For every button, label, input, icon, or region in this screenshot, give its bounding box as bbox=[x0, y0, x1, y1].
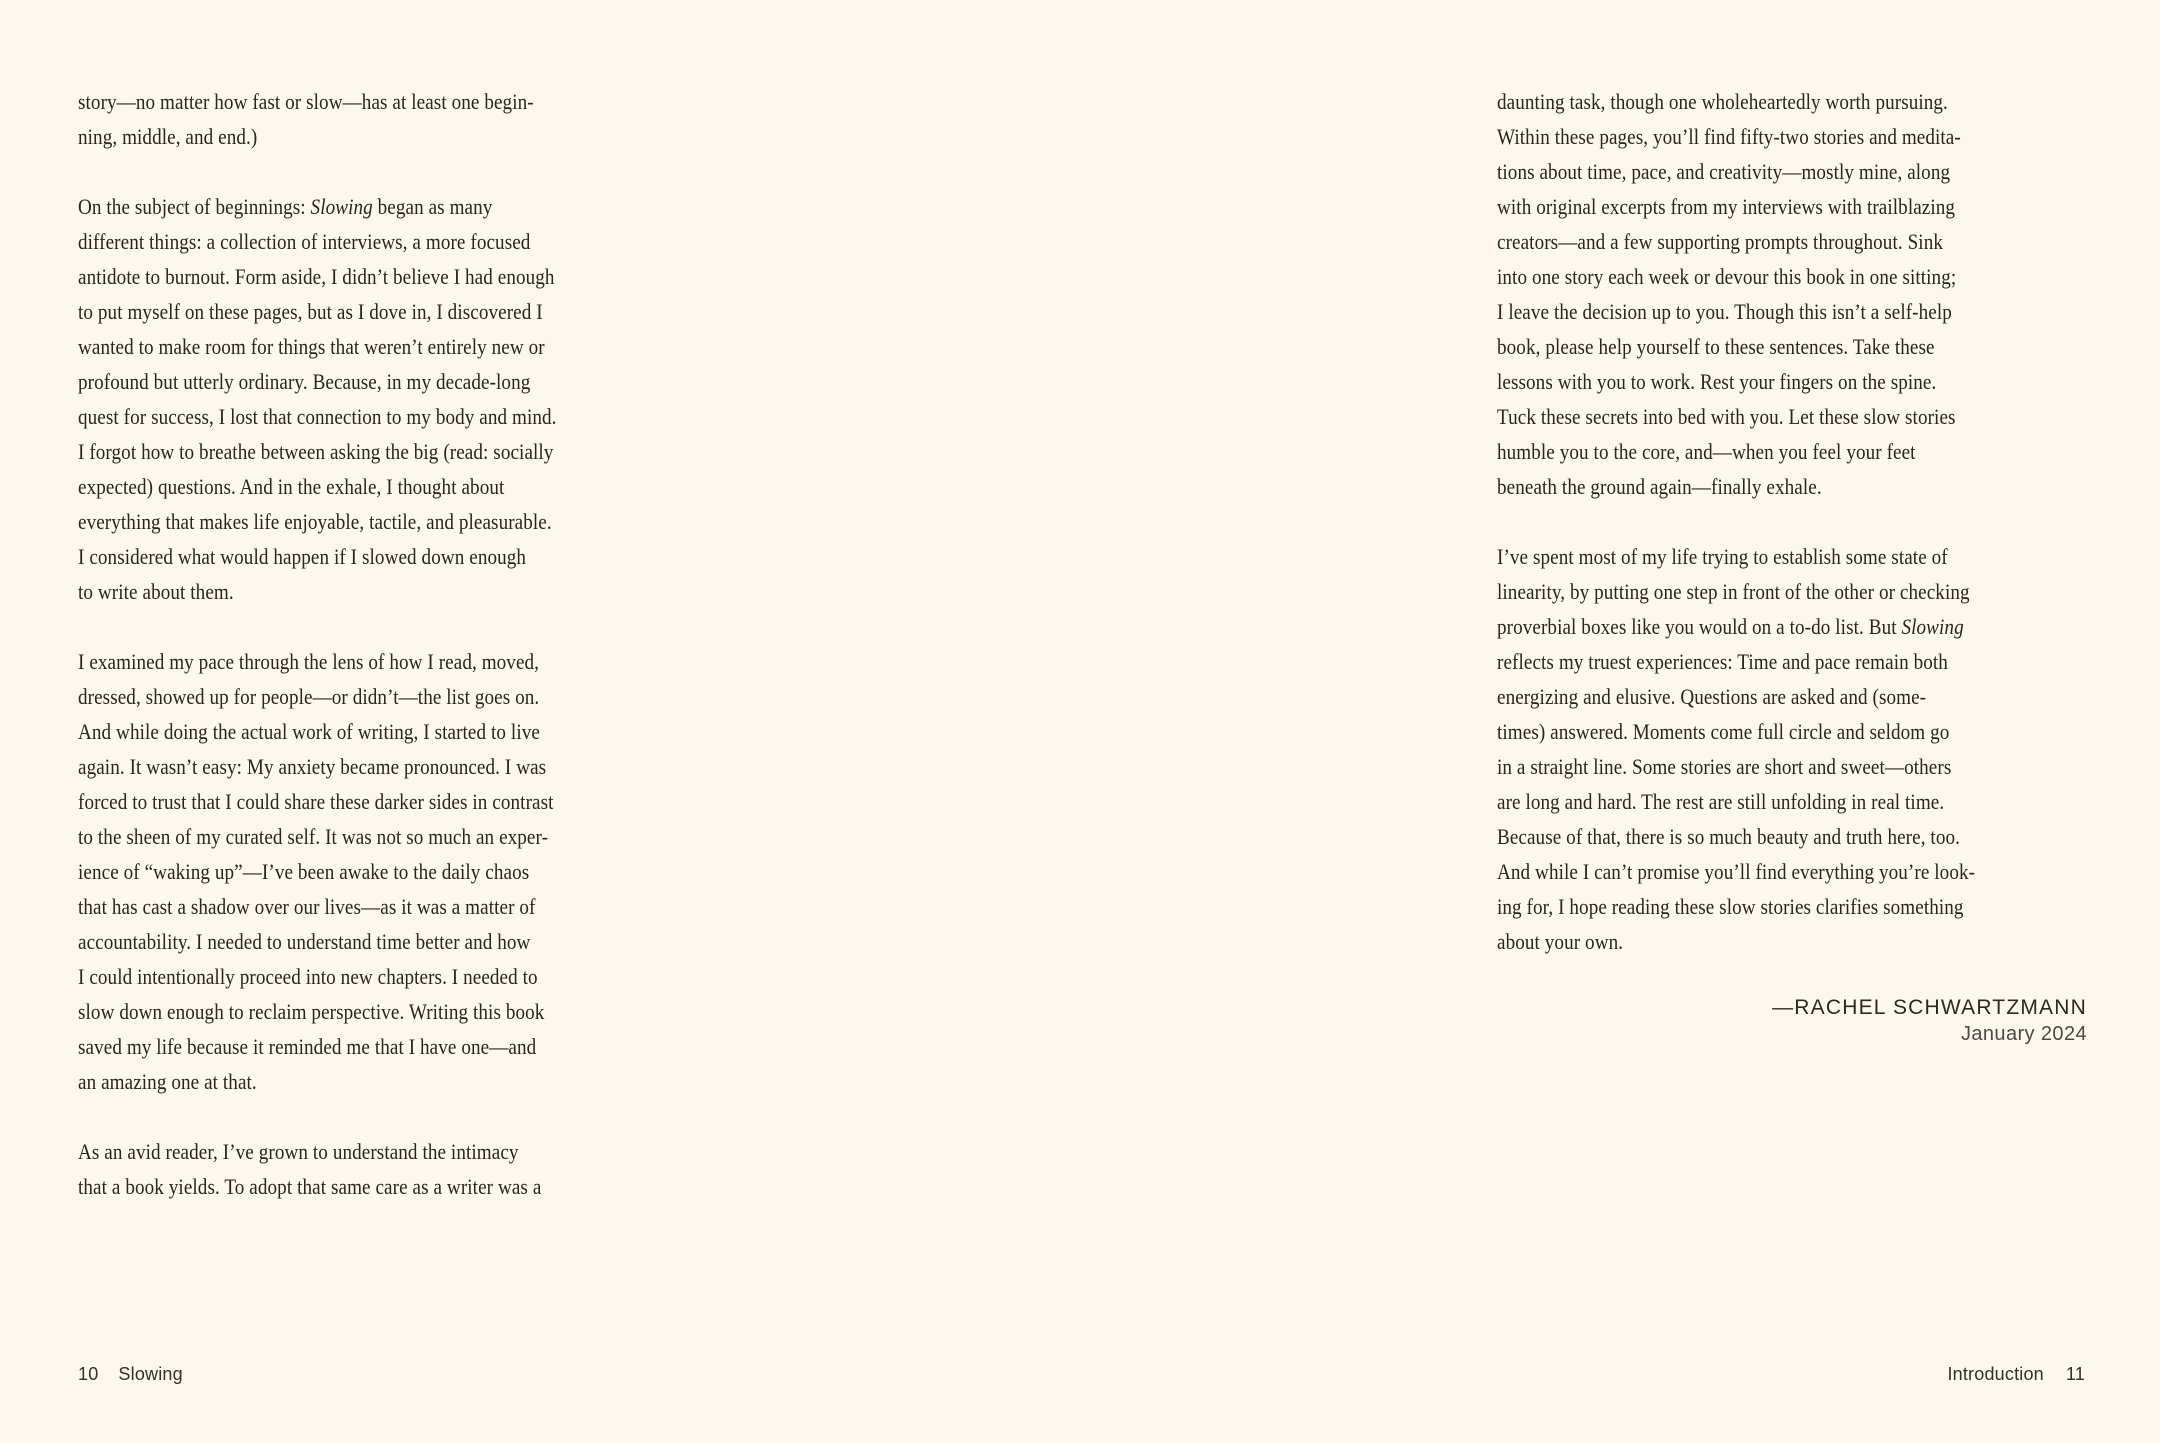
running-head-chapter-title: Introduction bbox=[1947, 1364, 2044, 1384]
body-line: reflects my truest experiences: Time and pace remain both bbox=[1497, 649, 1948, 674]
body-line: beneath the ground again—finally exhale. bbox=[1497, 474, 1822, 499]
body-line: And while doing the actual work of writing, I started to live bbox=[78, 719, 540, 744]
page-left-body bbox=[78, 84, 678, 1239]
body-line: to put myself on these pages, but as I dove in, I discovered I bbox=[78, 299, 543, 324]
paragraph bbox=[1497, 84, 2087, 504]
body-line: Tuck these secrets into bed with you. Let these slow stories bbox=[1497, 404, 1956, 429]
body-line: expected) questions. And in the exhale, I thought about bbox=[78, 474, 505, 499]
body-line: proverbial boxes like you would on a to-do list. But Slowing bbox=[1497, 614, 1964, 639]
body-line: to write about them. bbox=[78, 579, 234, 604]
body-line: in a straight line. Some stories are short and sweet—others bbox=[1497, 754, 1952, 779]
body-line: I forgot how to breathe between asking the big (read: socially bbox=[78, 439, 554, 464]
body-line: story—no matter how fast or slow—has at least one begin- bbox=[78, 89, 534, 114]
paragraph bbox=[78, 644, 678, 1099]
page-number-left: 10 bbox=[78, 1364, 99, 1384]
signature-date: January 2024 bbox=[1960, 1023, 2087, 1045]
body-line: I’ve spent most of my life trying to establish some state of bbox=[1497, 544, 1948, 569]
body-line: with original excerpts from my interviews with trailblazing bbox=[1497, 194, 1956, 219]
body-line: I considered what would happen if I slowed down enough bbox=[78, 544, 527, 569]
body-line: that a book yields. To adopt that same care as a writer was a bbox=[78, 1174, 542, 1199]
body-line: ning, middle, and end.) bbox=[78, 124, 258, 149]
body-line: again. It wasn’t easy: My anxiety became pronounced. I was bbox=[78, 754, 547, 779]
body-line: into one story each week or devour this book in one sitting; bbox=[1497, 264, 1957, 289]
page-right-footer bbox=[1947, 1363, 2085, 1385]
body-line: about your own. bbox=[1497, 929, 1624, 954]
body-line: book, please help yourself to these sentences. Take these bbox=[1497, 334, 1935, 359]
body-line: creators—and a few supporting prompts throughout. Sink bbox=[1497, 229, 1943, 254]
body-line: lessons with you to work. Rest your fingers on the spine. bbox=[1497, 369, 1937, 394]
body-line: different things: a collection of interviews, a more focused bbox=[78, 229, 531, 254]
body-line: ience of “waking up”—I’ve been awake to the daily chaos bbox=[78, 859, 530, 884]
body-line: I could intentionally proceed into new chapters. I needed to bbox=[78, 964, 538, 989]
paragraph bbox=[78, 189, 678, 609]
running-head-book-title: Slowing bbox=[118, 1364, 183, 1384]
body-line: I leave the decision up to you. Though this isn’t a self-help bbox=[1497, 299, 1952, 324]
page-number-right: 11 bbox=[2065, 1364, 2085, 1384]
paragraph bbox=[1497, 539, 2087, 959]
body-line: daunting task, though one wholeheartedly worth pursuing. bbox=[1497, 89, 1948, 114]
author-signature bbox=[1497, 994, 2087, 1048]
body-line: As an avid reader, I’ve grown to understand the intimacy bbox=[78, 1139, 519, 1164]
body-line: wanted to make room for things that weren’t entirely new or bbox=[78, 334, 545, 359]
body-line: times) answered. Moments come full circle and seldom go bbox=[1497, 719, 1950, 744]
body-line: Because of that, there is so much beauty and truth here, too. bbox=[1497, 824, 1960, 849]
body-line: dressed, showed up for people—or didn’t—the list goes on. bbox=[78, 684, 540, 709]
body-line: ing for, I hope reading these slow stories clarifies something bbox=[1497, 894, 1964, 919]
page-right-body bbox=[1497, 84, 2087, 1048]
body-line: saved my life because it reminded me that I have one—and bbox=[78, 1034, 537, 1059]
body-line: Within these pages, you’ll find fifty-two stories and medita- bbox=[1497, 124, 1961, 149]
body-line: antidote to burnout. Form aside, I didn’t believe I had enough bbox=[78, 264, 555, 289]
body-line: quest for success, I lost that connection to my body and mind. bbox=[78, 404, 557, 429]
body-line: an amazing one at that. bbox=[78, 1069, 257, 1094]
body-line: humble you to the core, and—when you feel your feet bbox=[1497, 439, 1916, 464]
paragraph bbox=[78, 84, 678, 154]
body-line: And while I can’t promise you’ll find everything you’re look- bbox=[1497, 859, 1976, 884]
page-left-footer bbox=[78, 1363, 183, 1385]
body-line: profound but utterly ordinary. Because, in my decade-long bbox=[78, 369, 531, 394]
author-name: —RACHEL SCHWARTZMANN bbox=[1772, 996, 2087, 1019]
body-line: energizing and elusive. Questions are asked and (some- bbox=[1497, 684, 1927, 709]
page-right-paragraphs bbox=[1497, 84, 2087, 959]
body-line: slow down enough to reclaim perspective. Writing this book bbox=[78, 999, 545, 1024]
body-line: are long and hard. The rest are still unfolding in real time. bbox=[1497, 789, 1945, 814]
body-line: forced to trust that I could share these darker sides in contrast bbox=[78, 789, 554, 814]
body-line: to the sheen of my curated self. It was not so much an exper- bbox=[78, 824, 549, 849]
body-line: linearity, by putting one step in front of the other or checking bbox=[1497, 579, 1970, 604]
body-line: I examined my pace through the lens of how I read, moved, bbox=[78, 649, 540, 674]
body-line: that has cast a shadow over our lives—as it was a matter of bbox=[78, 894, 536, 919]
body-line: everything that makes life enjoyable, tactile, and pleasurable. bbox=[78, 509, 552, 534]
body-line: accountability. I needed to understand time better and how bbox=[78, 929, 531, 954]
body-line: tions about time, pace, and creativity—mostly mine, along bbox=[1497, 159, 1951, 184]
paragraph bbox=[78, 1134, 678, 1204]
body-line: On the subject of beginnings: Slowing began as many bbox=[78, 194, 493, 219]
